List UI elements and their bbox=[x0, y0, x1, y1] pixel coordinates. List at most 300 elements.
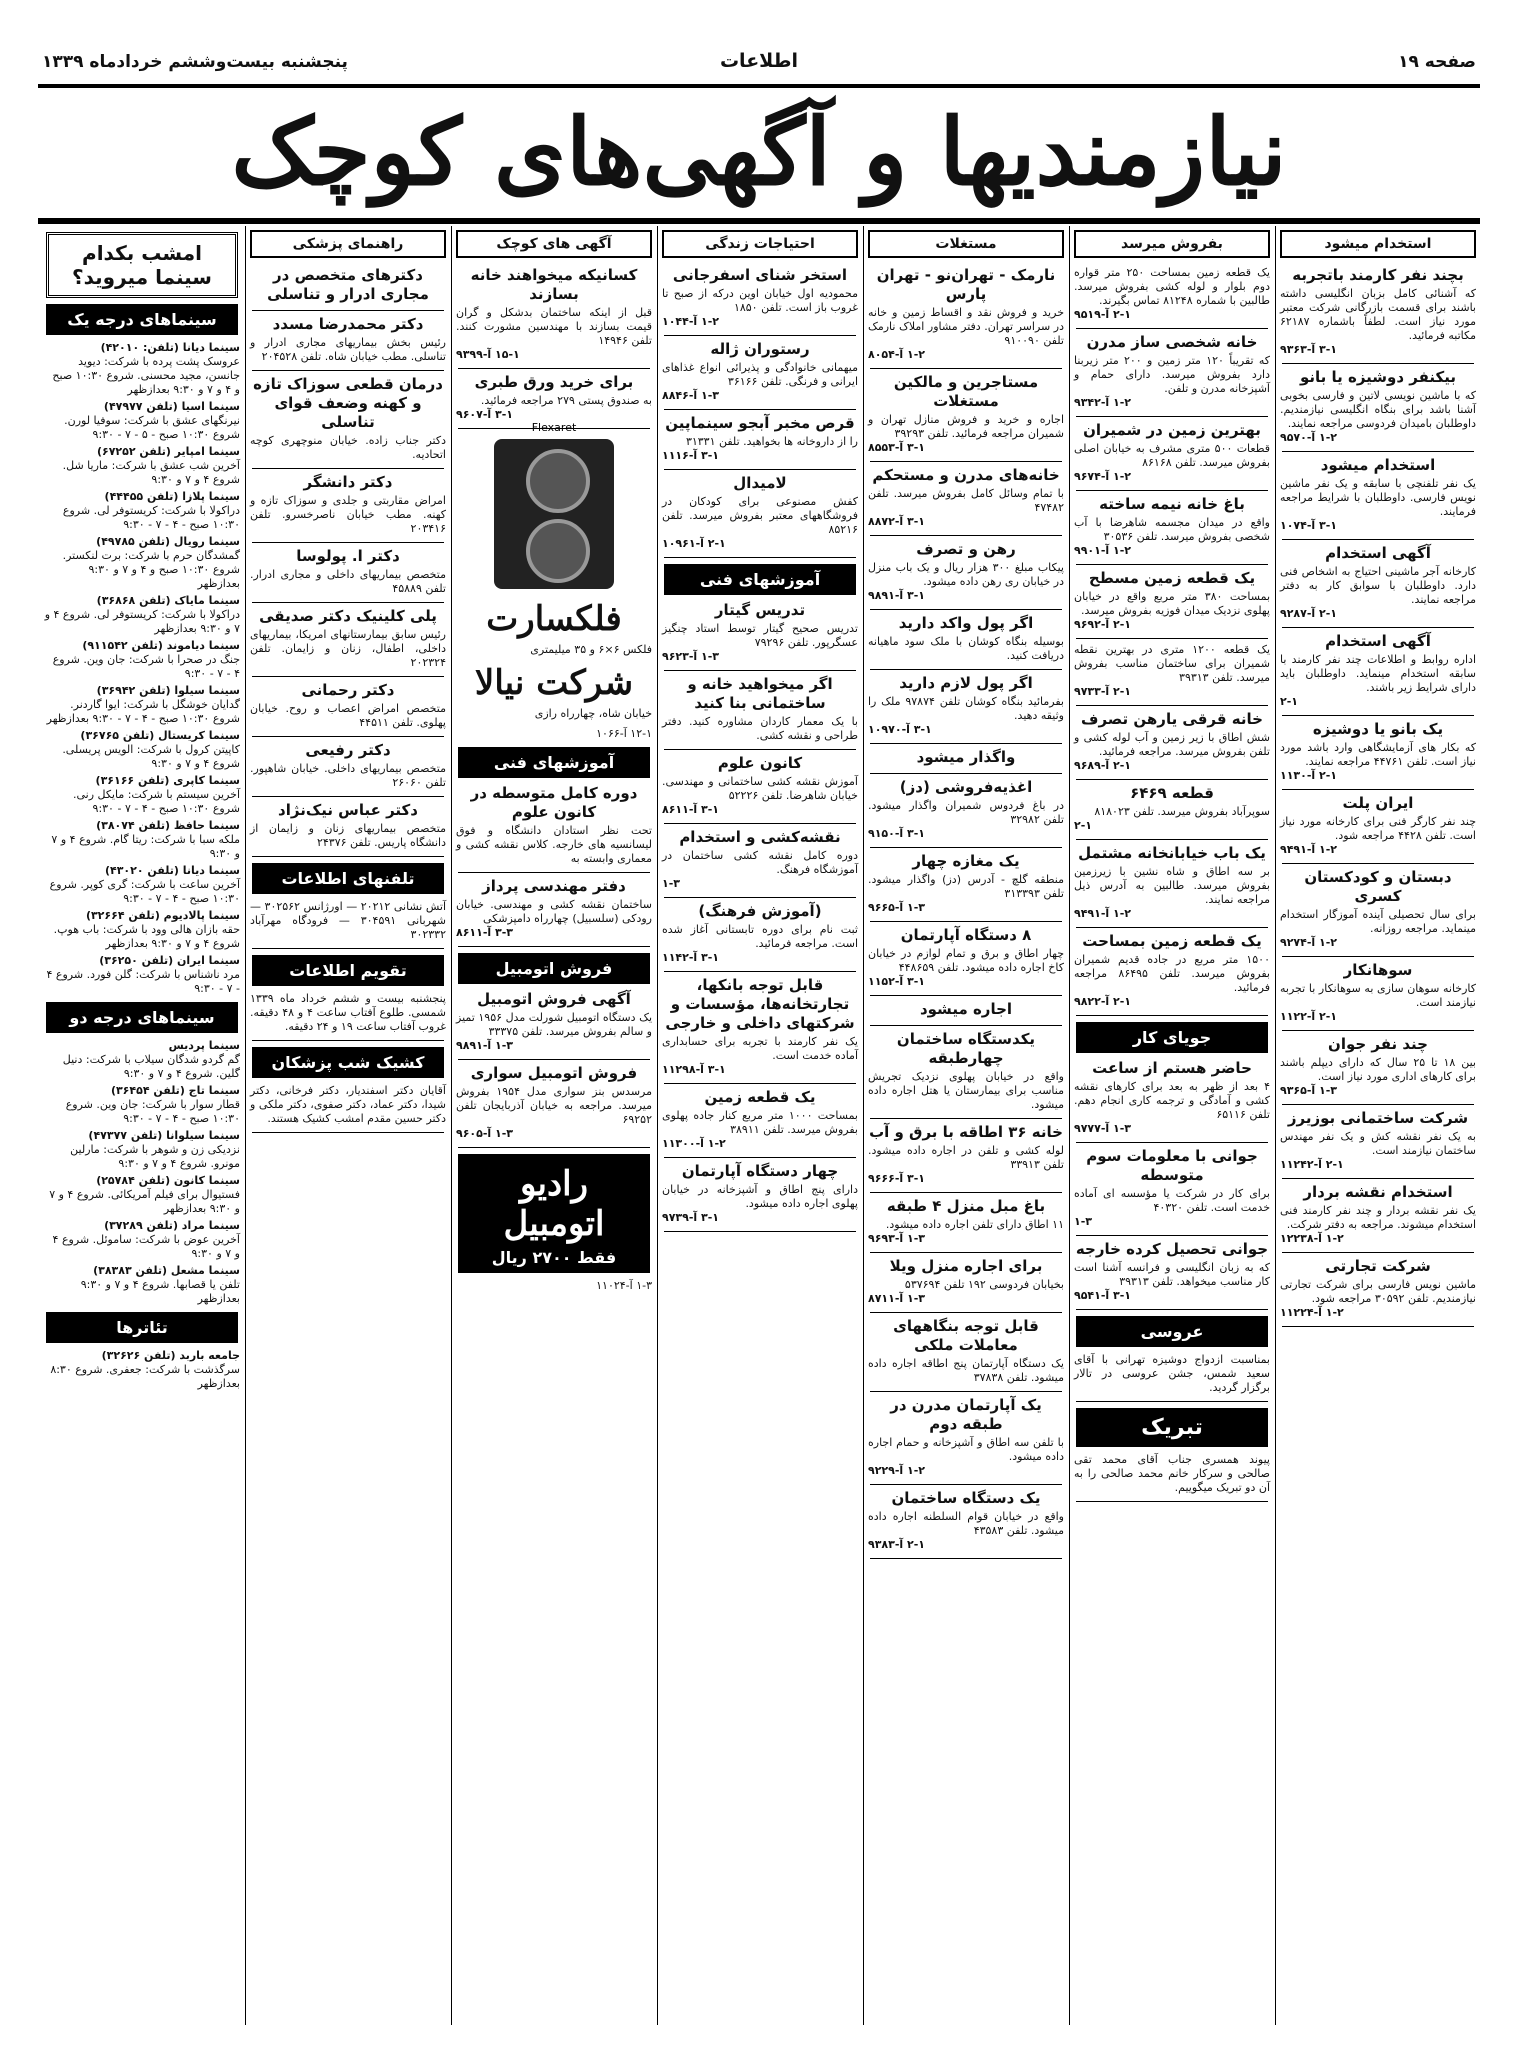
ad-separator bbox=[1282, 715, 1474, 716]
classified-ad bbox=[456, 266, 652, 362]
cinema-question-heading: امشب بکدام سینما میروید؟ bbox=[46, 232, 238, 298]
cinema-listing bbox=[44, 774, 240, 816]
classified-ad bbox=[868, 614, 1064, 663]
ad-separator bbox=[870, 669, 1062, 670]
ad-separator bbox=[252, 310, 444, 311]
ad-separator bbox=[870, 368, 1062, 369]
ad-code: ۲-۱ آ-۹۲۸۷ bbox=[1280, 607, 1338, 620]
ad-title: دکترهای متخصص در مجاری ادرار و تناسلی bbox=[267, 266, 429, 303]
cinema-listing bbox=[44, 594, 240, 636]
classified-ad bbox=[456, 877, 652, 940]
ad-separator bbox=[870, 609, 1062, 610]
ad-code: ۱-۲ آ-۹۵۷۰ bbox=[1280, 431, 1338, 444]
ad-code: ۱-۳ آ-۹۶۲۳ bbox=[662, 650, 720, 663]
ad-title: خانه‌های مدرن و مستحکم bbox=[872, 466, 1060, 484]
ad-separator bbox=[252, 676, 444, 677]
ad-code: ۲-۱ آ-۱۱۲۲ bbox=[1280, 1010, 1338, 1023]
ad-body: پنجشنبه بیست و ششم خرداد ماه ۱۳۳۹ شمسی. طلوع آفتاب ساعت ۴ و ۴۸ دقیقه. غروب آفتاب ساعت ۱۹ و ۲۴ دقیقه. bbox=[250, 992, 446, 1033]
cinema-program: قطار سوار با شرکت: جان وین. شروع ۱۰:۳۰ صبح - ۴ - ۷ - ۹:۳۰ bbox=[65, 1098, 240, 1125]
ad-title: آگهی استخدام bbox=[1325, 544, 1431, 562]
cinema-listing bbox=[44, 400, 240, 442]
cinema-name: سینما مشعل (تلفن ۳۸۳۸۳) bbox=[93, 1264, 240, 1277]
classified-ad bbox=[250, 315, 446, 364]
ad-separator bbox=[664, 557, 856, 558]
ad-body: یک نفر نقشه بردار و چند نفر کارمند فنی استخدام میشوند. مراجعه به دفتر شرکت. bbox=[1280, 1204, 1476, 1231]
ad-separator bbox=[1076, 564, 1268, 565]
ad-separator bbox=[252, 796, 444, 797]
ad-separator bbox=[252, 1040, 444, 1041]
column-7 bbox=[40, 226, 244, 2025]
classified-ad bbox=[1074, 266, 1270, 322]
ad-code: ۳-۱ آ-۸۵۵۳ bbox=[868, 441, 926, 454]
theater-name: جامعه باربد (تلفن ۳۲۶۲۶) bbox=[101, 1349, 240, 1362]
camera-ad-title: فلکسارت bbox=[486, 599, 622, 639]
cinema-program: حقه بازان هالی وود با شرکت: باب هوپ. شروع ۴ و ۷ و ۹:۳۰ بعدازظهر bbox=[53, 923, 240, 950]
ad-body: آموزش نقشه کشی ساختمانی و مهندسی. خیابان شاهرضا. تلفن ۵۲۲۲۶ bbox=[662, 775, 858, 802]
cinema-program: فستیوال برای فیلم آمریکائی. شروع ۴ و ۷ و ۹:۳۰ بعدازظهر bbox=[49, 1188, 240, 1215]
classified-ad bbox=[1280, 1109, 1476, 1172]
classified-ad bbox=[1074, 1059, 1270, 1136]
ad-title: تدریس گیتار bbox=[714, 601, 806, 619]
cinema-program: تلفن یا قصابها. شروع ۴ و ۷ و ۹:۳۰ بعدازظهر bbox=[80, 1278, 240, 1305]
ad-code: ۱-۲ آ-۹۳۴۲ bbox=[1074, 396, 1132, 409]
cinema-program: گدایان خوشگل با شرکت: ایوا گاردنر. شروع ۱۰:۳۰ صبح - ۴ - ۷ - ۹:۳۰ بعدازظهر bbox=[46, 698, 240, 725]
ad-code: ۱-۳ آ-۸۷۱۱ bbox=[868, 1292, 926, 1305]
ad-separator bbox=[664, 971, 856, 972]
ad-separator bbox=[870, 1484, 1062, 1485]
classified-ad bbox=[1074, 333, 1270, 410]
classified-ad bbox=[1280, 266, 1476, 357]
ad-separator bbox=[252, 370, 444, 371]
ad-separator bbox=[252, 468, 444, 469]
ad-code: ۱-۲ آ-۱۰۴۴ bbox=[662, 315, 720, 328]
classified-ad bbox=[1074, 1453, 1270, 1495]
section-heading: فروش اتومبیل bbox=[458, 953, 650, 984]
classified-ad bbox=[662, 675, 858, 743]
ad-body: برای سال تحصیلی آینده آموزگار استخدام مینماید. مراجعه روزانه. bbox=[1280, 908, 1476, 935]
section-heading: راهنمای پزشکی bbox=[250, 230, 446, 258]
classified-ad bbox=[250, 992, 446, 1034]
ad-separator bbox=[1282, 789, 1474, 790]
issue-date: پنجشنبه بیست‌وششم خردادماه ۱۳۳۹ bbox=[42, 52, 348, 72]
classified-ad bbox=[868, 1030, 1064, 1112]
ad-code: ۱-۲ آ-۱۱۲۲۴ bbox=[1280, 1306, 1344, 1319]
ad-title: چند نفر جوان bbox=[1328, 1035, 1428, 1053]
column-2 bbox=[1069, 226, 1274, 2025]
column-5 bbox=[451, 226, 656, 2025]
classified-ad bbox=[662, 340, 858, 403]
ad-body: متخصص بیماریهای زنان و زایمان از دانشگاه پاریس. تلفن ۲۴۳۷۶ bbox=[250, 822, 446, 849]
theaters-heading: تئاترها bbox=[46, 1312, 238, 1343]
ad-separator bbox=[664, 1231, 856, 1232]
cinema-listing bbox=[44, 445, 240, 487]
ad-code: ۱-۳ آ-۹۶۰۵ bbox=[456, 1127, 514, 1140]
ad-title: شرکت ساختمانی بوزیرز bbox=[1287, 1109, 1469, 1127]
ad-separator bbox=[1076, 705, 1268, 706]
ad-body: برای کار در شرکت یا مؤسسه ای آماده خدمت است. تلفن ۴۰۳۲۰ bbox=[1074, 1187, 1270, 1214]
cinema-listing bbox=[44, 341, 240, 397]
ad-separator bbox=[458, 368, 650, 369]
ad-separator bbox=[870, 1118, 1062, 1119]
ad-separator bbox=[1282, 1326, 1474, 1327]
ad-separator bbox=[1282, 363, 1474, 364]
cinema-listing bbox=[44, 864, 240, 906]
ad-code: ۳-۱ آ-۱۱۵۲ bbox=[868, 975, 926, 988]
ad-separator bbox=[664, 335, 856, 336]
cinema-listing bbox=[44, 729, 240, 771]
classified-ad bbox=[868, 1317, 1064, 1385]
ad-columns bbox=[38, 226, 1480, 2025]
ad-code: ۱-۲ آ-۹۹۰۱ bbox=[1074, 544, 1132, 557]
ad-body: اداره روابط و اطلاعات چند نفر کارمند با سابقه استخدام مینماید. داوطلبان باید دارای شرایط زیر باشند. bbox=[1280, 653, 1476, 694]
ad-title: دفتر مهندسی پرداز bbox=[482, 877, 626, 895]
ad-separator bbox=[1076, 416, 1268, 417]
ad-separator bbox=[664, 1083, 856, 1084]
ad-title: یک قطعه زمین بمساحت bbox=[1082, 932, 1262, 950]
cinema-name: سینما رویال (تلفن ۴۹۷۸۵) bbox=[96, 535, 240, 548]
section-heading: تبریک bbox=[1076, 1408, 1268, 1447]
ad-body: آقایان دکتر اسفندیار، دکتر فرخانی، دکتر شیدا، دکتر عماد، دکتر صفوی، دکتر ملکی و دکتر حسین مقدم امشب کشیک هستند. bbox=[250, 1084, 446, 1125]
ad-separator bbox=[1076, 1309, 1268, 1310]
ad-code: ۲-۱ bbox=[1074, 819, 1092, 832]
ad-code: ۱-۲ آ-۹۴۹۱ bbox=[1280, 843, 1338, 856]
ad-body: کفش مصنوعی برای کودکان در فروشگاههای معتبر بفروش میرسد. تلفن ۸۵۲۱۶ bbox=[662, 495, 858, 536]
cinema-name: سینما سیلوا (تلفن ۳۶۹۴۲) bbox=[96, 684, 240, 697]
classified-ad bbox=[250, 473, 446, 536]
ad-body: متخصص بیماریهای داخلی و مجاری ادرار. تلفن ۴۵۸۸۹ bbox=[250, 568, 446, 595]
ad-body: بین ۱۸ تا ۲۵ سال که دارای دیپلم باشند برای کارهای اداری مورد نیاز است. bbox=[1280, 1056, 1476, 1083]
ad-code: ۱-۲ آ-۱۱۳۰۰ bbox=[662, 1137, 726, 1150]
classified-ad bbox=[1074, 784, 1270, 833]
ad-separator bbox=[1076, 779, 1268, 780]
ad-body: را از داروخانه ها بخواهید. تلفن ۳۱۳۳۱ bbox=[685, 435, 858, 448]
ad-title: دبستان و کودکستان کسری bbox=[1304, 868, 1452, 905]
ad-code: ۳-۱ آ-۱۰۷۴ bbox=[1280, 519, 1338, 532]
ad-title: چهار دستگاه آپارتمان bbox=[681, 1162, 839, 1180]
classified-ad bbox=[1074, 932, 1270, 1009]
ad-separator bbox=[1076, 927, 1268, 928]
ad-separator bbox=[1282, 1030, 1474, 1031]
ad-separator bbox=[252, 948, 444, 949]
cinema-listing bbox=[44, 1084, 240, 1126]
section-heading: جویای کار bbox=[1076, 1022, 1268, 1053]
cinema-program: نزدیکی زن و شوهر با شرکت: مارلین مونرو. شروع ۴ و ۷ و ۹:۳۰ bbox=[70, 1143, 240, 1170]
ad-body: لوله کشی و تلفن در اجاره داده میشود. تلفن ۳۳۹۱۳ bbox=[868, 1144, 1064, 1171]
ad-title: یکدستگاه ساختمان چهارطبقه bbox=[896, 1030, 1036, 1067]
ad-body: متخصص بیماریهای داخلی. خیابان شاهپور. تلفن ۲۶۰۶۰ bbox=[250, 762, 446, 789]
ad-body: که تقریباً ۱۲۰ متر زمین و ۲۰۰ متر زیربنا دارد بفروش میرسد. دارای حمام و آشپزخانه مدرن و تلفن. bbox=[1074, 354, 1271, 395]
theater-listing bbox=[44, 1349, 240, 1391]
ad-code: ۳-۱ آ-۱۱۴۲ bbox=[662, 951, 720, 964]
ad-separator bbox=[1076, 490, 1268, 491]
ad-title: درمان قطعی سوزاک تازه و کهنه وضعف قوای تناسلی bbox=[253, 375, 443, 431]
ad-separator bbox=[252, 856, 444, 857]
ad-code: ۳-۱ آ-۱۱۲۹۸ bbox=[662, 1063, 726, 1076]
ad-separator bbox=[1282, 451, 1474, 452]
ad-body: که با ماشین نویسی لاتین و فارسی بخوبی آشنا باشد برای بنگاه انگلیسی نیازمندیم. داوطلبان بامیدان فردوسی مراجعه نمایند. bbox=[1280, 389, 1476, 430]
ad-separator bbox=[1076, 1015, 1268, 1016]
ad-title: استخر شنای اسفرجانی bbox=[672, 266, 848, 284]
ad-separator bbox=[1282, 539, 1474, 540]
ad-title: مستاجرین و مالکین مستغلات bbox=[893, 373, 1039, 410]
ad-separator bbox=[1076, 839, 1268, 840]
ad-title: اگر میخواهید خانه و ساختمانی بنا کنید bbox=[687, 675, 833, 712]
section-heading: تلفنهای اطلاعات bbox=[252, 863, 444, 894]
ad-title: دکتر ا. پولوسا bbox=[296, 547, 400, 565]
ad-code: ۲-۱ آ-۹۶۹۲ bbox=[1074, 618, 1132, 631]
ad-title: اجاره میشود bbox=[919, 1000, 1013, 1018]
ad-body: بمساحت ۳۸۰ متر مربع واقع در خیابان پهلوی نزدیک میدان فوزیه بفروش میرسد. bbox=[1074, 590, 1271, 617]
section-heading: تقویم اطلاعات bbox=[252, 955, 444, 986]
ad-body: به صندوق پستی ۲۷۹ مراجعه فرمائید. bbox=[480, 394, 652, 407]
cinema-name: سینما پردیس bbox=[168, 1039, 240, 1052]
classified-ad bbox=[868, 1000, 1064, 1019]
ad-title: اگر پول واکد دارید bbox=[898, 614, 1034, 632]
camera-illustration bbox=[494, 421, 614, 589]
classified-ad bbox=[868, 926, 1064, 989]
classified-ad bbox=[1074, 1240, 1270, 1303]
ad-separator bbox=[870, 995, 1062, 996]
ad-body: پیکاب مبلغ ۳۰۰ هزار ریال و یک باب منزل در خیابان ری رهن داده میشود. bbox=[868, 561, 1064, 588]
classified-ad bbox=[1280, 1183, 1476, 1246]
ad-title: نارمک - تهران‌نو - تهران پارس bbox=[876, 266, 1056, 303]
section-heading: کشیک شب پزشکان bbox=[252, 1047, 444, 1078]
ad-code: ۳-۱ آ-۹۳۶۳ bbox=[1280, 343, 1338, 356]
newspaper-page bbox=[38, 50, 1480, 2025]
ad-code: ۱-۲ آ-۱۲۲۳۸ bbox=[1280, 1232, 1344, 1245]
classified-ad bbox=[868, 540, 1064, 603]
top-line bbox=[38, 50, 1480, 76]
classified-ad bbox=[868, 778, 1064, 841]
cinema-name: سینما دیاموند (تلفن ۹۱۱۵۴۲) bbox=[82, 639, 240, 652]
ad-title: اگر پول لازم دارید bbox=[899, 674, 1033, 692]
classified-ad bbox=[868, 1489, 1064, 1552]
ad-separator bbox=[1076, 1235, 1268, 1236]
classified-ad bbox=[456, 784, 652, 866]
ad-title: خانه قرقی یارهن تصرف bbox=[1081, 710, 1263, 728]
ad-title: جوانی تحصیل کرده خارجه bbox=[1075, 1240, 1269, 1258]
ad-body: یک قطعه زمین بمساحت ۲۵۰ متر قواره دوم بلوار و لوله کشی بفروش میرسد. طالبین با شماره ۸۱۲۴۸ تماس بگیرند. bbox=[1074, 266, 1270, 307]
ad-separator bbox=[664, 823, 856, 824]
cinema-name: سینما پلازا (تلفن ۴۴۴۵۵) bbox=[104, 490, 240, 503]
ad-separator bbox=[1076, 1501, 1268, 1502]
classified-ad bbox=[250, 681, 446, 730]
ad-body: به یک نفر نقشه کش و یک نفر مهندس ساختمان نیازمند است. bbox=[1280, 1130, 1476, 1157]
ad-code: ۱-۳ آ-۸۸۴۶ bbox=[662, 389, 720, 402]
ad-title: کسانیکه میخواهند خانه بسازند bbox=[470, 266, 638, 303]
camera-ad-company: شرکت نیالا bbox=[474, 663, 634, 703]
ad-title: بیکنفر دوشیزه یا بانو bbox=[1299, 368, 1457, 386]
ad-separator bbox=[1076, 328, 1268, 329]
ad-code: ۳-۱ آ-۱۱۱۶ bbox=[662, 449, 720, 462]
cinema-program: گم گردو شدگان سیلاب با شرکت: دنیل گلین. شروع ۴ و ۷ و ۹:۳۰ bbox=[62, 1053, 240, 1080]
cinema-name: سینما حافظ (تلفن ۳۸۰۷۴) bbox=[96, 819, 240, 832]
ad-separator bbox=[1282, 956, 1474, 957]
cinema-program: آخرین شب عشق با شرکت: ماریا شل. شروع ۴ و ۷ و ۹:۳۰ bbox=[62, 459, 240, 486]
cinema-name: سینما کانون (تلفن ۲۵۷۸۴) bbox=[96, 1174, 240, 1187]
ad-code: ۱۵-۱ آ-۹۳۹۹ bbox=[456, 348, 520, 361]
classified-ad bbox=[456, 990, 652, 1053]
cinema-class1-heading: سینماهای درجه یک bbox=[46, 304, 238, 335]
cinema-name: سینما پالادیوم (تلفن ۳۲۶۶۴) bbox=[85, 909, 240, 922]
classified-ad bbox=[662, 1162, 858, 1225]
ad-title: واگذار میشود bbox=[916, 748, 1016, 766]
ad-body: مرسدس بنز سواری مدل ۱۹۵۴ بفروش میرسد. مراجعه به خیابان آذربایجان تلفن ۶۹۲۵۲ bbox=[456, 1085, 653, 1126]
cinema-name: سینما کریستال (تلفن ۳۶۷۶۵) bbox=[80, 729, 240, 742]
cinema-name: سینما مراد (تلفن ۳۷۲۸۹) bbox=[104, 1219, 240, 1232]
ad-title: یک قطعه زمین مسطح bbox=[1088, 569, 1256, 587]
ad-body: چهار اطاق و برق و تمام لوازم در خیابان کاخ اجاره داده میشود. تلفن ۴۴۸۶۵۹ bbox=[868, 947, 1064, 974]
ad-title: سوهانکار bbox=[1343, 961, 1413, 979]
cinema-program: جنگ در صحرا با شرکت: جان وین. شروع ۴ - ۷ - ۹:۳۰ bbox=[52, 653, 240, 680]
ad-title: (آموزش فرهنگ) bbox=[698, 902, 822, 920]
cinema-name: سینما مایاک (تلفن ۳۶۸۶۸) bbox=[96, 594, 240, 607]
camera-lens bbox=[526, 519, 590, 583]
ad-body: ساختمان نقشه کشی و مهندسی. خیابان رودکی (سلسبیل) چهارراه دامپزشکی bbox=[456, 898, 652, 925]
classified-ad bbox=[868, 1257, 1064, 1306]
ad-code: ۱-۳ آ-۹۷۷۷ bbox=[1074, 1122, 1132, 1135]
classified-ad bbox=[662, 601, 858, 664]
ad-code: ۱-۳ آ-۹۶۹۳ bbox=[868, 1232, 926, 1245]
ad-body: کارخانه آجر ماشینی احتیاج به اشخاص فنی دارد. داوطلبان با سوابق کار به دفتر مراجعه نمایند. bbox=[1280, 565, 1476, 606]
ad-code: ۳-۱ آ-۹۱۵۰ bbox=[868, 827, 926, 840]
ad-separator bbox=[1282, 1104, 1474, 1105]
classified-ad bbox=[868, 373, 1064, 455]
ad-code: ۳-۱ آ-۹۶۰۷ bbox=[456, 408, 514, 421]
ad-code: ۱-۲ آ-۹۴۹۱ bbox=[1074, 907, 1132, 920]
ad-code: ۱-۳ bbox=[1074, 1215, 1092, 1228]
banner bbox=[38, 84, 1480, 224]
ad-body: ۱۵۰۰ متر مربع در جاده قدیم شمیران بفروش میرسد. تلفن ۸۶۴۹۵ مراجعه فرمائید. bbox=[1074, 953, 1270, 994]
classified-ad bbox=[250, 741, 446, 790]
radio-ad bbox=[458, 1154, 650, 1273]
ad-body: چند نفر کارگر فنی برای کارخانه مورد نیاز است. تلفن ۴۴۲۸ مراجعه شود. bbox=[1280, 815, 1476, 842]
ad-code: ۳-۱ آ-۸۶۱۱ bbox=[662, 803, 720, 816]
ad-separator bbox=[664, 670, 856, 671]
ad-title: باغ خانه نیمه ساخته bbox=[1099, 495, 1245, 513]
ad-code: ۳-۱ آ-۱۰۹۷۰ bbox=[868, 723, 932, 736]
ad-separator bbox=[870, 461, 1062, 462]
classified-ad bbox=[868, 852, 1064, 915]
camera-ad-line: فلکس ۶×۶ و ۳۵ میلیمتری bbox=[530, 643, 652, 656]
ad-body: یک قطعه ۱۲۰۰ متری در بهترین نقطه شمیران برای ساختمان مناسب بفروش میرسد. تلفن ۳۹۳۱۳ bbox=[1074, 643, 1271, 684]
cinema-program: کاپیتن کرول با شرکت: الویس پریسلی. شروع ۴ و ۷ و ۹:۳۰ bbox=[62, 743, 240, 770]
classified-ad bbox=[250, 266, 446, 304]
classified-ad bbox=[1280, 368, 1476, 445]
ad-title: آگهی فروش اتومبیل bbox=[477, 990, 631, 1008]
ad-code: ۲-۱ آ-۱۱۲۴۲ bbox=[1280, 1158, 1344, 1171]
cinema-program: دراکولا با شرکت: کریستوفر لی. شروع ۴ و ۷ و ۹:۳۰ بعدازظهر bbox=[44, 608, 240, 635]
ad-code: ۲-۱ آ-۹۳۸۳ bbox=[868, 1538, 926, 1551]
classified-ad bbox=[1280, 1257, 1476, 1320]
ad-separator bbox=[458, 1147, 650, 1148]
ad-title: شرکت تجارتی bbox=[1325, 1257, 1431, 1275]
cinema-name: سینما امپایر (تلفن ۶۷۲۵۲) bbox=[96, 445, 240, 458]
cinema-listing bbox=[44, 1174, 240, 1216]
ad-title: اغذیه‌فروشی (دز) bbox=[899, 778, 1033, 796]
ad-code: ۲-۱ آ-۹۵۱۹ bbox=[1074, 308, 1132, 321]
section-heading: آموزشهای فنی bbox=[458, 747, 650, 778]
ad-body: بمناسبت ازدواج دوشیزه تهرانی با آقای سعید شمس، جشن عروسی در تالار برگزار گردید. bbox=[1074, 1353, 1270, 1394]
ad-body: یک دستگاه آپارتمان پنج اطاقه اجاره داده میشود. تلفن ۳۷۸۳۸ bbox=[868, 1357, 1064, 1384]
cinema-listing bbox=[44, 1219, 240, 1261]
ad-title: برای خرید ورق طبری bbox=[474, 373, 634, 391]
ad-title: پلی کلینیک دکتر صدیقی bbox=[259, 607, 437, 625]
ad-body: خرید و فروش نقد و اقساط زمین و خانه در سراسر تهران. دفتر مشاور املاک نارمک تلفن ۹۱۰۰۹۰ bbox=[868, 306, 1064, 347]
ad-body: یک نفر کارمند با تجربه برای حسابداری آماده خدمت است. bbox=[662, 1035, 858, 1062]
ad-body: منطقه گلچ - آدرس (دز) واگذار میشود. تلفن ۳۱۳۳۹۳ bbox=[868, 873, 1064, 900]
ad-code: ۲-۱ آ-۹۸۲۲ bbox=[1074, 995, 1132, 1008]
ad-body: بفرمائید بنگاه کوشان تلفن ۹۷۸۷۴ ملک را وثیقه دهید. bbox=[868, 695, 1064, 722]
cinema-program: نیرنگهای عشق با شرکت: سوفیا لورن. شروع ۱۰:۳۰ صبح - ۵ - ۷ - ۹:۳۰ bbox=[64, 414, 240, 441]
ad-title: خانه ۳۶ اطاقه با برق و آب bbox=[869, 1123, 1063, 1141]
ad-separator bbox=[252, 542, 444, 543]
ad-code: ۲-۱ آ-۱۰۹۶۱ bbox=[662, 537, 726, 550]
ad-title: یک بانو یا دوشیزه bbox=[1312, 720, 1444, 738]
classified-ad bbox=[1074, 710, 1270, 773]
classified-ad bbox=[868, 1396, 1064, 1478]
ad-code: ۱-۳ آ-۹۶۶۵ bbox=[868, 901, 926, 914]
ad-body: بمساحت ۱۰۰۰ متر مربع کنار جاده پهلوی بفروش میرسد. تلفن ۳۸۹۱۱ bbox=[662, 1109, 858, 1136]
camera-ad-address: خیابان شاه، چهارراه رازی bbox=[534, 707, 652, 720]
radio-ad-price: فقط ۲۷۰۰ ریال bbox=[491, 1248, 617, 1267]
radio-ad-title: رادیو اتومبیل bbox=[503, 1164, 605, 1244]
classified-ad bbox=[1074, 844, 1270, 921]
banner-title: نیازمندیها و آگهی‌های کوچک bbox=[231, 98, 1287, 206]
ad-title: قطعه ۶۴۶۹ bbox=[1130, 784, 1214, 802]
ad-separator bbox=[1076, 1401, 1268, 1402]
cinema-listing bbox=[44, 1129, 240, 1171]
ad-body: قبل از اینکه ساختمان بدشکل و گران قیمت بسازند با مهندسین مشورت کنند. تلفن ۱۴۹۴۶ bbox=[456, 306, 652, 347]
column-3 bbox=[863, 226, 1068, 2025]
cinema-class2-heading: سینماهای درجه دو bbox=[46, 1002, 238, 1033]
ad-separator bbox=[664, 1157, 856, 1158]
ad-body: رئیس سابق بیمارستانهای امریکا، بیماریهای داخلی، اطفال، زنان و زایمان. تلفن ۲۰۲۳۲۴ bbox=[250, 628, 446, 669]
ad-body: متخصص امراض اعصاب و روح. خیابان پهلوی. تلفن ۴۴۵۱۱ bbox=[250, 702, 446, 729]
ad-body: که بکار های آزمایشگاهی وارد باشد مورد نیاز است. تلفن ۴۴۷۶۱ مراجعه نمایند. bbox=[1280, 741, 1476, 768]
cinema-listing bbox=[44, 954, 240, 996]
ad-separator bbox=[664, 749, 856, 750]
ad-title: یک قطعه زمین bbox=[704, 1088, 816, 1106]
classified-ad bbox=[456, 373, 652, 422]
cinema-program: آخرین سیستم با شرکت: مایکل رنی. شروع ۱۰:۳۰ صبح - ۴ - ۷ - ۹:۳۰ bbox=[72, 788, 240, 815]
camera-ad-code: ۱۲-۱ آ-۱۰۶۶ bbox=[596, 727, 652, 740]
cinema-program: گمشدگان حرم با شرکت: برت لنکستر. شروع ۱۰:۳۰ صبح و ۴ و ۷ و ۹:۳۰ بعدازظهر bbox=[62, 549, 240, 590]
classified-ad bbox=[250, 375, 446, 462]
ad-body: رئیس بخش بیماریهای مجاری ادرار و تناسلی. مطب خیابان شاه. تلفن ۲۰۴۵۲۸ bbox=[250, 336, 446, 363]
ad-body: کارخانه سوهان سازی به سوهانکار با تجربه نیازمند است. bbox=[1280, 982, 1476, 1009]
cinema-name: سینما دیانا (تلفن: ۴۲۰۱۰) bbox=[100, 341, 240, 354]
ad-body: که آشنائی کامل بزبان انگلیسی داشته باشند برای قسمت بازرگانی شرکت معتبر مورد نیاز است. لطفاً باشماره ۶۲۱۸۷ مکاتبه فرمائید. bbox=[1280, 287, 1476, 342]
classified-ad bbox=[868, 466, 1064, 529]
ad-code: ۱-۳ آ-۹۸۹۱ bbox=[456, 1039, 514, 1052]
cinema-name: سینما دیانا (تلفن ۴۳۰۲۰) bbox=[104, 864, 240, 877]
theater-program: سرگذشت با شرکت: جعفری. شروع ۸:۳۰ بعدازظهر bbox=[50, 1363, 240, 1390]
classified-ad bbox=[662, 828, 858, 891]
ad-title: رهن و تصرف bbox=[916, 540, 1016, 558]
ad-code: ۳-۱ آ-۸۸۷۲ bbox=[868, 515, 926, 528]
ad-title: استخدام میشود bbox=[1320, 456, 1436, 474]
classified-ad bbox=[662, 976, 858, 1077]
ad-body: سوپرآباد بفروش میرسد. تلفن ۸۱۸۰۲۳ bbox=[1094, 805, 1270, 818]
ad-separator bbox=[870, 921, 1062, 922]
ad-body: ۴ بعد از ظهر به بعد برای کارهای نقشه کشی و آمادگی و ترجمه کاری انجام دهم. تلفن ۶۵۱۱۶ bbox=[1074, 1080, 1270, 1121]
ad-title: کانون علوم bbox=[717, 754, 803, 772]
ad-body: بوسیله بنگاه کوشان با ملک سود ماهیانه دریافت کنید. bbox=[868, 635, 1064, 662]
ad-separator bbox=[458, 872, 650, 873]
ad-separator bbox=[870, 1252, 1062, 1253]
classified-ad bbox=[1074, 643, 1270, 699]
